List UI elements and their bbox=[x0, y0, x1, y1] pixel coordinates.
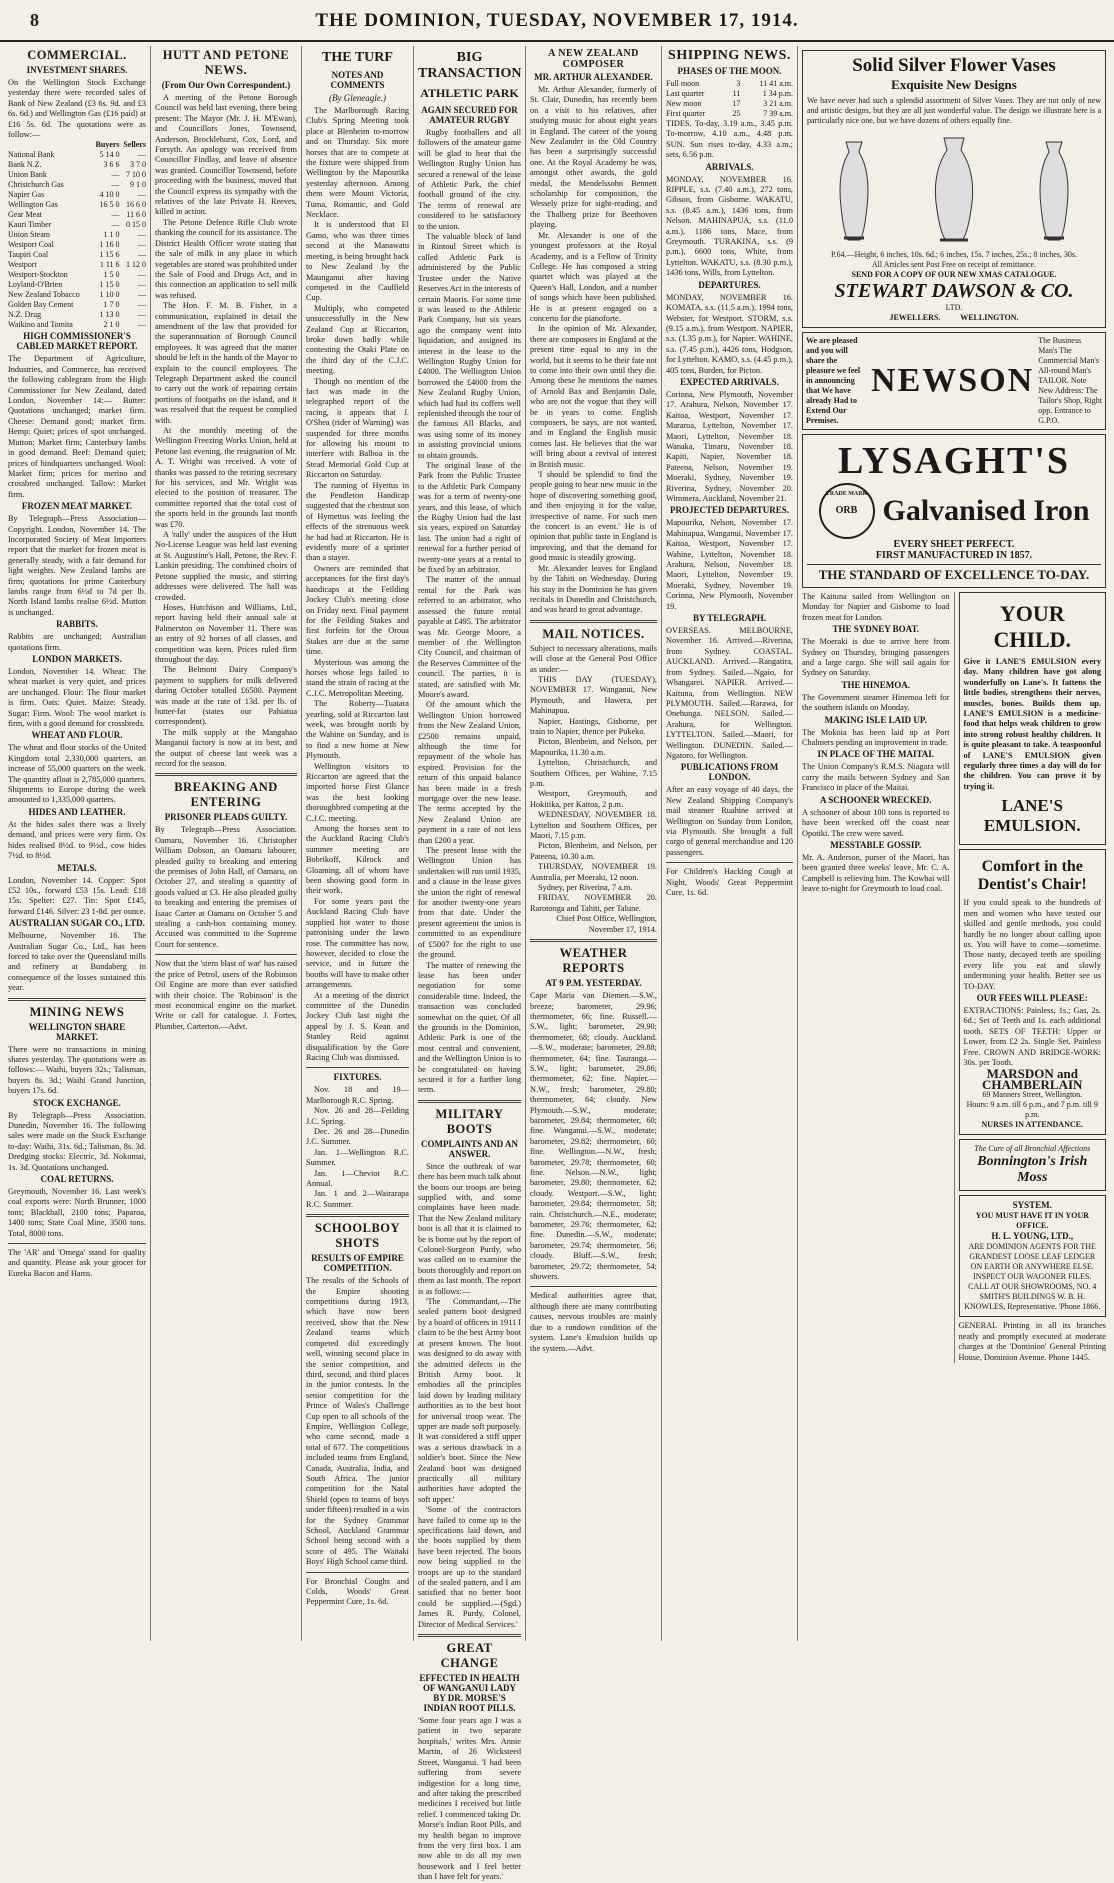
commercial-section-heading: METALS. bbox=[57, 862, 97, 873]
commercial-section-text: Melbourne, November 16. The Australian Sugar Co., Ltd., has been forced to take over the Queensland mills and refinery at Bundaberg in consequence of the losses sustained this year. bbox=[8, 931, 146, 993]
share-price: — bbox=[138, 150, 146, 160]
turf-byline: (By Gleneagle.) bbox=[329, 93, 386, 103]
column-hutt bbox=[151, 46, 302, 1641]
mining-text: There were no transactions in mining shares yesterday. The quotations were as follows:— Waihi, buyers 32s.; Talisman, buyers 8s. 3d.; Waihi Grand Junction, buyers 17s. 6d. bbox=[8, 1044, 146, 1096]
moon-heading: PHASES OF THE MOON. bbox=[677, 66, 782, 76]
share-price: — bbox=[111, 180, 120, 190]
hutt-paragraph: At the monthly meeting of the Wellington Freezing Works Union, held at Petone last evening, the resignation of Mr. A. T. Wright was received. A vote of thanks was passed to the retiring secretary for his services, and Mr. Wright was elected to the position of treasurer. The committee reported that the total cost of the sports held in the grounds last month was £70. bbox=[155, 426, 297, 529]
newspaper-title: THE DOMINION, TUESDAY, NOVEMBER 17, 1914. bbox=[315, 10, 799, 31]
share-name: Taupiri Coal bbox=[8, 250, 49, 260]
share-row bbox=[8, 150, 146, 160]
turf-paragraph: At a meeting of the district committee of the Dunedin Jockey Club last night the appeal by J. S. Kean and Stanley Reid against disqualification by the Gore Racing Club was dismissed. bbox=[306, 990, 409, 1062]
mail-item: FRIDAY, NOVEMBER 20. Rarotonga and Tahiti, per Talune. bbox=[530, 893, 657, 913]
share-price: — bbox=[111, 220, 120, 230]
commercial-section-text: Rabbits are unchanged; Australian quotations firm. bbox=[8, 632, 146, 652]
share-price: 1 1 0 bbox=[103, 230, 120, 240]
share-price: 1 16 0 bbox=[99, 240, 120, 250]
commercial-heading: COMMERCIAL. bbox=[27, 48, 127, 62]
share-name: Wellington Gas bbox=[8, 200, 58, 210]
moon-cell: Full moon bbox=[666, 79, 700, 88]
stock-heading: STOCK EXCHANGE. bbox=[33, 1097, 121, 1108]
share-row bbox=[8, 290, 146, 300]
printing-ad: GENERAL Printing in all its branches neatly and promptly executed at moderate charges at the 'Dominion' General Printing House, Dominion Avenue. Phone 1445. bbox=[958, 1321, 1106, 1362]
share-price: 16 5 0 bbox=[99, 200, 120, 210]
share-price: — bbox=[111, 170, 120, 180]
share-price: 4 10 0 bbox=[99, 190, 120, 200]
share-price: — bbox=[138, 230, 146, 240]
composer-paragraph: Mr. Alexander is one of the youngest professors at the Royal Academy, and is a Fellow of Trinity College. He has composed a string quartet which was played at the Queen's Hall, London, and a number of songs which have been published. He is at present engaged on a concerto for the pianoforte. bbox=[530, 230, 657, 323]
column-commercial bbox=[4, 46, 151, 1641]
silver-vases-prices: P.64.—Height, 6 inches, 10s. 6d.; 6 inches, 15s. 7 inches, 25s.; 8 inches, 30s. bbox=[831, 250, 1077, 259]
fixture-item: Nov. 26 and 28—Feilding J.C. Spring. bbox=[306, 1106, 409, 1126]
share-table bbox=[8, 140, 146, 330]
commercial-footer: The 'AR' and 'Omega' stand for quality and quantity. Please ask your grocer for Eureka Bacon and Hams. bbox=[8, 1248, 146, 1278]
moss-name: Bonnington's Irish Moss bbox=[977, 1154, 1088, 1186]
share-row bbox=[8, 200, 146, 210]
schoolboy-subheading: RESULTS OF EMPIRE COMPETITION. bbox=[311, 1253, 404, 1274]
newson-left-text: We are pleased and you will share the pleasure we feel in announcing that We have already Had to Extend Our Premises. bbox=[806, 336, 861, 425]
mail-item: Sydney, per Riverina, 7 a.m. bbox=[538, 883, 633, 893]
mail-item: Napier, Hastings, Gisborne, per train to Napier, thence per Pukeko. bbox=[530, 716, 657, 736]
mining-heading: MINING NEWS bbox=[29, 1004, 125, 1019]
hutt-subheading: (From Our Own Correspondent.) bbox=[161, 80, 291, 90]
messtable-text: Mr. A. Anderson, purser of the Maori, has been granted three weeks' leave. Mr. C. A. Campbell is relieving him. The Kowhai will leave to-night for Greymouth to load coal. bbox=[802, 852, 950, 894]
fees-text: EXTRACTIONS: Painless, 1s.; Gas, 2s. 6d.; Set of Teeth and 1s. each additional tooth. SETS OF TEETH: Upper or Lower, from £2 2s. Single Set. Painless Free. CROWN AND BRIDGE-WORK: 30s. per Tooth. bbox=[963, 1005, 1101, 1067]
share-row bbox=[8, 260, 146, 270]
share-price: — bbox=[138, 320, 146, 330]
orb-label: ORB bbox=[835, 505, 858, 516]
share-price: 1 15 6 bbox=[99, 250, 120, 260]
athletic-park-paragraph: The matter of the annual rental for the Park was referred to an arbitrator, who assessed the future rental payable at £495. The arbitrator was Mr. George Moore, a member of the Wellington City Council, and chairman of the Reserves Committee of the council. The parties, it is stated, are satisfied with Mr. Moore's award. bbox=[418, 575, 521, 699]
share-row bbox=[8, 170, 146, 180]
share-price: — bbox=[138, 250, 146, 260]
composer-paragraph: 'I should be splendid to find the people going to hear new music in the hope of discovering something good, and then enjoying it for the value, irrespective of name. For such men the concert is an event.' He is of opinion that public taste in England is improving, and that the demand for good music is steadily growing. bbox=[530, 470, 657, 563]
breaking-text: By Telegraph—Press Association. Oamaru, November 16. Christopher William Dobson, an Oamaru labourer, pleaded guilty to breaking and entering the premises of John Hall, of Oamaru, on October 27, and stealing a quantity of goods valued at £3. He also pleaded guilty to breaking and entering the premises of Isaac Carter at Oamaru on October 5 and stealing a cash-box containing money. Accused was committed to the Supreme Court for sentence. bbox=[155, 825, 297, 949]
first-manufactured: FIRST MANUFACTURED IN 1857. bbox=[875, 550, 1033, 561]
hutt-heading: HUTT AND PETONE NEWS. bbox=[162, 48, 290, 77]
your-child-heading: YOUR CHILD. bbox=[993, 601, 1072, 652]
fees-heading: OUR FEES WILL PLEASE: bbox=[976, 992, 1088, 1003]
mail-item: Westport, Greymouth, and Hokitika, per Kaitoa, 2 p.m. bbox=[530, 789, 657, 809]
hutt-paragraph: Hoses, Hutchison and Williams, Ltd., report having held their annual sale at Palmerston on November 11. There was an entry of 92 horses of all classes, and competition was keen. Prices ruled firm throughout the day. bbox=[155, 602, 297, 664]
commercial-section-text: At the hides sales there was a lively demand, and prices were very firm. Ox hides realised 8½d. to 9½d., cow hides 7½d. to 8½d. bbox=[8, 819, 146, 861]
composer-heading: A NEW ZEALAND COMPOSER bbox=[548, 48, 639, 70]
mail-intro: Subject to necessary alterations, mails will close at the General Post Office as under:— bbox=[530, 643, 657, 674]
great-change-subheading: EFFECTED IN HEALTH OF WANGANUI LADY BY DR. MORSE'S INDIAN ROOT PILLS. bbox=[419, 1673, 520, 1714]
share-row bbox=[8, 280, 146, 290]
turf-paragraph: Among the horses sent to the Auckland Racing Club's summer meeting are Bobrikoff, Kilrock and Gloaming, all of whom have been showing good form in their work. bbox=[306, 824, 409, 896]
arrivals-text: MONDAY, NOVEMBER 16. RIPPLE, s.s. (7.40 a.m.), 272 tons, Gibson, from Gisborne. WAKATU, s.s. (8.45 a.m.), 1436 tons, from Nelson. MAHINAPUA, s.s. (11.0 a.m.), 1186 tons, Mace, from Greymouth. TURAKINA, s.s. (9 p.m.), 6600 tons, White, from Lyttelton. WAKATU, s.s. (8.30 p.m.), 1436 tons, Wills, from Lyttelton. bbox=[666, 174, 793, 278]
hutt-paragraph: A 'rally' under the auspices of the Hutt No-License League was held last evening at St. Augustine's Hall, Petone, the Rev. F. Lankin presiding. The combined choirs of Petone supplied the music, and stirring addresses were delivered. The hall was crowded. bbox=[155, 530, 297, 602]
young-name: H. L. YOUNG, LTD., bbox=[991, 1231, 1074, 1242]
weather-text: Cape Maria van Diemen.—S.W., breeze; barometer, 29.96; thermometer, 66; fine. Russell.—S.W., light; barometer, 29.90; thermometer, 68; cloudy. Auckland.—S.W., moderate; barometer, 29.88; thermometer, 64; fine. Tauranga.—S.W., light; barometer, 29.86; thermometer, 62; fine. Napier.—N.W., fresh; barometer, 29.80; thermometer, 64; cloudy. New Plymouth.—S.W., moderate; barometer, 29.84; thermometer, 60; fine. Wanganui.—S.W., moderate; barometer, 29.82; thermometer, 60; fine. Wellington.—N.W., fresh; barometer, 29.78; thermometer, 60; fine. Nelson.—N.W., light; barometer, 29.80; thermometer, 62; cloudy. Westport.—S.W., light; barometer, 29.84; thermometer, 58; rain. Christchurch.—N.E., moderate; barometer, 29.76; thermometer, 62; fine. Dunedin.—S.W., moderate; barometer, 29.74; thermometer, 56; cloudy. Bluff.—S.W., fresh; barometer, 29.72; thermometer, 54; showers. bbox=[530, 991, 657, 1282]
share-row bbox=[8, 220, 146, 230]
moon-cell: 3 21 a.m. bbox=[763, 99, 793, 108]
share-price: 11 6 0 bbox=[126, 210, 146, 220]
hutt-paragraph: The Hon. F. M. B. Fisher, in a communication, explained in detail the amendment of the law that provided for the superannuation of Borough Council employees. It was agreed that the matter should be left in the hands of the Mayor to explain to the council employees. The Telegraph Department asked the council to carry out the work of repairing certain portions of footpaths on the island, and it was resolved that the request be complied with. bbox=[155, 301, 297, 425]
stewart-dawson-line: JEWELLERS. WELLINGTON. bbox=[889, 313, 1019, 322]
share-table-header: Sellers bbox=[123, 140, 146, 150]
column-shipping bbox=[662, 46, 798, 1641]
column-turf bbox=[302, 46, 414, 1641]
silver-vases-catalogue: SEND FOR A COPY OF OUR NEW XMAS CATALOGUE. bbox=[851, 270, 1057, 279]
military-paragraph: 'The Commandant,—The sealed pattern boot designed by a board of officers in 1911 I claim to be the best Army boot at present known. The boot was designed to do away with the admitted defects in the British Army boot. It embodies all the principles laid down by leading military authorities as to the best boot for universal troop wear. The upper are made soft purposely. It was considered a stiff upper was a serious drawback in a soldier's boot. Since the New Zealand boot was designed practically all military authorities have adopted the soft upper.' bbox=[418, 1297, 521, 1504]
sydney-text: The Moeraki is due to arrive here from Sydney on Thursday, bringing passengers and a large cargo. She will sail again for Sydney on Saturday. bbox=[802, 637, 950, 678]
column-composer bbox=[526, 46, 662, 1641]
share-price: 1 15 0 bbox=[99, 280, 120, 290]
london-text: After an easy voyage of 40 days, the New Zealand Shipping Company's mail steamer Ruahine arrived at Wellington on Sunday from London, via Plymouth. She brought a full cargo of general merchandise and 120 passengers. bbox=[666, 785, 793, 857]
share-row bbox=[8, 250, 146, 260]
great-change-heading: GREAT CHANGE bbox=[440, 1641, 499, 1671]
share-price: 3 7 0 bbox=[130, 160, 146, 170]
marsdon-address: 69 Manners Street, Wellington. bbox=[982, 1090, 1083, 1100]
share-name: Kauri Timber bbox=[8, 220, 52, 230]
moon-cell: 11 bbox=[732, 89, 741, 98]
fixture-item: Nov. 18 and 19—Marlborough R.C. Spring. bbox=[306, 1085, 409, 1105]
share-name: Westport Coal bbox=[8, 240, 54, 250]
telegraph-heading: BY TELEGRAPH. bbox=[692, 613, 766, 624]
weather-heading: WEATHER REPORTS bbox=[559, 946, 628, 976]
turf-paragraph: For some years past the Auckland Racing Club have supplied hot water to those patronising under the lawn rose. The committee has now, however, decided to close the service, and in future the booths will have to make other arrangements. bbox=[306, 896, 409, 990]
mining-subheading: WELLINGTON SHARE MARKET. bbox=[28, 1021, 126, 1042]
marsdon-nurses: NURSES IN ATTENDANCE. bbox=[981, 1120, 1083, 1130]
fixture-item: Jan. 1—Wellington R.C. Summer. bbox=[306, 1147, 409, 1168]
share-row bbox=[8, 160, 146, 170]
hutt-paragraph: A meeting of the Petone Borough Council was held last evening, there being present: The Mayor (Mr. J. H. M'Ewan), and Councillors Jones, Townsend, Anderson, Brocklehurst, Cox, Lord, and Forsyth. An apology was received from Councillor Findlay, and leave of absence was granted. Councillor Townsend, before proceeding with the business, moved that the Council express its sympathy with the relatives of the late Private H. Reeves, killed in action. bbox=[155, 93, 297, 217]
moon-cell: Last quarter bbox=[666, 89, 705, 98]
share-table-header: Buyers bbox=[95, 140, 120, 150]
ads-left-text: The Kaituna sailed from Wellington on Monday for Napier and Gisborne to load frozen meat for London. bbox=[802, 592, 950, 622]
moon-cell: New moon bbox=[666, 99, 702, 108]
vase-icon bbox=[1024, 136, 1084, 244]
military-subheading: COMPLAINTS AND AN ANSWER. bbox=[420, 1138, 518, 1159]
vase-illustrations bbox=[807, 132, 1101, 244]
every-sheet: EVERY SHEET PERFECT. bbox=[893, 539, 1015, 550]
hinemoa-text: The Government steamer Hinemoa left for the southern islands on Monday. bbox=[802, 692, 950, 713]
commercial-section-heading: HIGH COMMISSIONER'S CABLED MARKET REPORT. bbox=[16, 331, 138, 352]
lanes-emulsion-ad bbox=[959, 592, 1107, 845]
share-price: 1 5 0 bbox=[103, 270, 120, 280]
turf-paragraph: Wellington visitors to Riccarton are agreed that the imported horse First Glance was the best looking thoroughbred competing at the C.J.C. meeting. bbox=[306, 761, 409, 823]
commercial-section-heading: FROZEN MEAT MARKET. bbox=[21, 501, 133, 512]
composer-paragraph: In the opinion of Mr. Alexander, there are composers in England at the present time equal to any in the world, but it seems to be their fate not to come into their own until they die. Among these he mentions the names of Arnold Bax and Benjamin Dale, who are not the vogue that they will be in years to come. English composers, he says, are not wanted, and in England the English music comes last. He believes that the war will bring about a revival of interest in British music. bbox=[530, 324, 657, 469]
share-row bbox=[8, 270, 146, 280]
investment-heading: INVESTMENT SHARES. bbox=[26, 65, 128, 75]
turf-paragraph: It is understood that El Gamo, who was three times second at the Manawatu meeting, is being brought back to New Zealand by the Maunganui after having competed in the Caulfield Cup. bbox=[306, 220, 409, 303]
share-row bbox=[8, 190, 146, 200]
commercial-section-heading: RABBITS. bbox=[56, 619, 98, 630]
mail-item: THURSDAY, NOVEMBER 19. Australia, per Moeraki, 12 noon. bbox=[530, 862, 657, 882]
silver-vases-text: We have never had such a splendid assortment of Silver Vases. They are not only of new and artistic designs, but they are all just wonderful value. The design we illustrate here is a particularly nice one, but we have dozens of others equally fine. bbox=[807, 96, 1101, 125]
share-row bbox=[8, 320, 146, 330]
marsdon-hours: Hours: 9 a.m. till 6 p.m., and 7 p.m. till 9 p.m. bbox=[966, 1100, 1098, 1120]
mokoia-text: The Mokoia has been laid up at Port Chalmers pending an improvement in trade. bbox=[802, 727, 950, 748]
commercial-section-text: The Department of Agriculture, Industries, and Commerce, has received the following cablegram from the High Commissioner for New Zealand, dated London, November 14:— Butter: Quotations unchanged; market firm. Cheese: Demand good; market firm. Hemp: Quiet; prices of spot unchanged. Mutton: Market firm; Canterbury lambs in good demand. Beef: Demand quiet; prices of hindquarters unchanged. Wool: Market firm; prices for merino and crossbred unchanged. Tallow: Market firm. bbox=[8, 354, 146, 499]
young-text: ARE DOMINION AGENTS FOR THE GRANDEST LOOSE LEAF LEDGER ON EARTH OR ANYWHERE ELSE. INSPECT OUR WAGONER FILES. CALL AT OUR SHOWROOMS, NO. 4 SMITH'S BUILDINGS W. B. H. KNOWLES, Representative. 'Phone 1866. bbox=[964, 1242, 1101, 1312]
projected-heading: PROJECTED DEPARTURES. bbox=[669, 505, 790, 516]
commercial-section-heading: HIDES AND LEATHER. bbox=[28, 806, 126, 817]
newson-name: NEWSON bbox=[871, 362, 1035, 399]
share-price: — bbox=[138, 300, 146, 310]
moon-row bbox=[666, 79, 793, 89]
share-table-header bbox=[8, 140, 92, 150]
share-name: National Bank bbox=[8, 150, 55, 160]
coal-text: Greymouth, November 16. Last week's coal exports were: North Brunner, 1000 tons; Blackball, 2100 tons; Paparoa, 1400 tons; State Coal Mine, 3500 tons. Total, 8000 tons. bbox=[8, 1187, 146, 1238]
column-advertisements bbox=[798, 46, 1110, 1641]
mail-heading: MAIL NOTICES. bbox=[542, 626, 645, 641]
share-row bbox=[8, 240, 146, 250]
stock-text: By Telegraph—Press Association. Dunedin, November 16. The following sales were made on the Stock Exchange to-day: Waihi, 31s. 6d.; Talisman, 8s. 3d. Dredging stocks: Electric, 3d. Nokomai, 1s. 3d. Quotations unchanged. bbox=[8, 1110, 146, 1172]
irish-moss-ad bbox=[959, 1139, 1107, 1191]
vase-icon bbox=[824, 136, 884, 244]
fixture-item: Dec. 26 and 28—Dunedin J.C. Summer. bbox=[306, 1127, 409, 1147]
silver-vases-title: Solid Silver Flower Vases bbox=[852, 55, 1056, 76]
mail-item: THIS DAY (TUESDAY), NOVEMBER 17. Wanganui, New Plymouth, and Hawera, per Mahinapua. bbox=[530, 674, 657, 716]
share-name: Union Steam bbox=[8, 230, 50, 240]
share-row bbox=[8, 180, 146, 190]
vase-icon bbox=[918, 134, 990, 244]
share-row bbox=[8, 230, 146, 240]
page-number: 8 bbox=[30, 10, 39, 30]
expected-heading: EXPECTED ARRIVALS. bbox=[680, 376, 779, 387]
london-heading: PUBLICATIONS FROM LONDON. bbox=[680, 762, 779, 783]
moon-row bbox=[666, 89, 793, 99]
breaking-heading: BREAKING AND ENTERING bbox=[174, 780, 278, 810]
schooner-text: A schooner of about 100 tons is reported to have been wrecked off the coast near Opotiki. The crew were saved. bbox=[802, 807, 950, 838]
moon-cell: 17 bbox=[732, 99, 741, 108]
athletic-park-heading: ATHLETIC PARK bbox=[420, 86, 519, 100]
mail-item: Lyttelton, Christchurch, and Southern Offices, per Wahine, 7.15 p.m. bbox=[530, 758, 657, 788]
commercial-section-heading: LONDON MARKETS. bbox=[32, 654, 122, 664]
mail-item: Picton, Blenheim, and Nelson, per Mapourika, 11.30 a.m. bbox=[530, 737, 657, 757]
composer-paragraph: Mr. Alexander leaves for England by the Tahiti on Wednesday. During his stay in the Dominion he has given recitals in Dunedin and Christchurch, and was heard to great advantage. bbox=[530, 563, 657, 615]
hutt-paragraph: The milk supply at the Mangahao Manganui factory is now at its best, and the output of cheese last week was a record for the season. bbox=[155, 727, 297, 768]
young-ledger-ad bbox=[959, 1195, 1107, 1317]
share-price: 0 15 0 bbox=[126, 220, 146, 230]
share-price: 3 6 6 bbox=[103, 160, 120, 170]
silver-vases-post: All Articles sent Post Free on receipt of remittance. bbox=[871, 260, 1037, 269]
turf-paragraph: Mysterious was among the horses whose legs failed to stand the strain of racing at the C.J.C. Metropolitan Meeting. bbox=[306, 657, 409, 698]
expected-text: Corinna, New Plymouth, November 17. Arahura, Nelson, November 17. Kaitoa, Westport, November 17. Mararoa, Lyttelton, November 17. Maori, Lyttelton, November 18. Wanaka, Timaru, November 18. Kapiti, Napier, November 18. Pateena, Nelson, November 19. Moeraki, Sydney, November 19. Riverina, Sydney, November 20. Wimmera, Auckland, November 21. bbox=[666, 389, 793, 503]
schoolboy-text: The results of the Schools of the Empire shooting competitions during 1913, which have now been received, show that the New Zealand teams which competed did exceedingly well, winning second place in the senior competition, and third, second, and third places in the junior contests. In the senior competition for the Prince of Wales's Challenge Cup open to all schools of the Empire, Wellington College, who came second, made a total of 677. The competitions included teams from England, Canada, Australia, India, and South Africa. The junior competition for the Natal Shield (open to teams of boys under fifteen) resulted in a win for the Sydney Grammar School, Auckland Grammar School being second with a score of 495. The Waitaki Boys' High School came third. bbox=[306, 1276, 409, 1567]
hutt-ad: Now that the 'stern blast of war' has raised the price of Petrol, users of the Robinson Oil Engine are more than ever satisfied with their choice. The 'Robinson' is the most economical engine on the market. Write or call for catalogue. J. Fortes, Plumber, Carterton.—Advt. bbox=[155, 959, 297, 1031]
system-text: YOU MUST HAVE IT IN YOUR OFFICE. bbox=[975, 1211, 1089, 1231]
athletic-park-paragraph: The original lease of the Park from the Public Trustee to the Athletic Park Company was for a term of twenty-one years, and this lease, of which the Rugby Union had the last six years, expired on Saturday last. The union had a right of renewal for a further period of twenty-one years at a rental to be fixed by an arbitrator. bbox=[418, 461, 521, 575]
share-price: 16 6 0 bbox=[126, 200, 146, 210]
share-price: 1 11 6 bbox=[99, 260, 120, 270]
great-change-text: 'Some four years ago I was a patient in two separate hospitals,' writes Mrs. Annie Martin, of 26 Wicksteed Street, Wanganui. 'I had been suffering from severe indigestion for a long time, and after taking the prescribed medicines I received but little relief. I commenced taking Dr. Morse's Indian Root Pills, and my health began to improve from the very first box. I am now able to do all my own housework and I feel better than I have felt for years.' bbox=[418, 1716, 521, 1882]
share-price: — bbox=[138, 280, 146, 290]
share-price: — bbox=[138, 310, 146, 320]
weather-subheading: AT 9 P.M. YESTERDAY. bbox=[545, 978, 642, 989]
system-heading: SYSTEM. bbox=[1012, 1200, 1052, 1211]
commercial-section-heading: AUSTRALIAN SUGAR CO., LTD. bbox=[9, 918, 145, 929]
turf-paragraph: Multiply, who competed unsuccessfully in the New Zealand Cup at Riccarton, broke down badly while contesting the Otaki Plate on the third day of the C.J.C. meeting. bbox=[306, 303, 409, 376]
fixture-item: Jan. 1 and 2—Wairarapa R.C. Summer. bbox=[306, 1189, 409, 1209]
schoolboy-heading: SCHOOLBOY SHOTS bbox=[314, 1221, 401, 1251]
share-row bbox=[8, 210, 146, 220]
share-name: Loyland-O'Brien bbox=[8, 280, 63, 290]
turf-paragraph: Though no mention of the fact was made in the telegraphed report of the racing, it appears that J. O'Shea (rider of Warning) was suspended for three months for allowing his mount to interfere with Balboa in the Stead Memorial Gold Cup at Riccarton on Saturday. bbox=[306, 376, 409, 480]
galvanised-iron: Galvanised Iron bbox=[882, 494, 1090, 527]
moon-table bbox=[666, 79, 793, 119]
share-price: — bbox=[138, 190, 146, 200]
departures-text: MONDAY, NOVEMBER 16. KOMATA, s.s. (11.5 a.m.), 1994 tons, Webster, for Westport. STORM, s.s. (9.15 a.m.), from Westport. NAPIER, s.s. (1.35 p.m.), for Napier. WAHINE, s.s. (7.45 p.m.), 4426 tons, Hodgson, for Lyttelton. KAMO, s.s. (4.45 p.m.), 405 tons, Burden, for Picton. bbox=[666, 292, 793, 375]
share-price: 1 13 0 bbox=[99, 310, 120, 320]
sydney-heading: THE SYDNEY BOAT. bbox=[832, 624, 920, 635]
moon-cell: 7 39 a.m. bbox=[763, 109, 793, 118]
newson-right-text: The Business Man's The Commercial Man's All-round Man's TAILOR. Note New Address: The Tailor's Shop, Right opp. Entrance to G.P.O. bbox=[1038, 336, 1102, 425]
athletic-park-paragraph: The valuable block of land in Rintoul Street which is called Athletic Park is administered by the Public Trustee under the Native Reserves Act in the interests of certain Maoris. For some time it was leased to the Athletic Park Company, but six years ago the company went into liquidation, and assigned its interest in the lease to the Wellington Rugby Union for £4000. The Wellington Union borrowed the £4000 from the New Zealand Rugby Union, which had had its coffers well replenished through the tour of the famous All Blacks, and was using some of its money in assisting provincial unions to obtain grounds. bbox=[418, 232, 521, 460]
shipping-heading: SHIPPING NEWS. bbox=[668, 48, 791, 63]
turf-paragraph: The Roberty—Tuatara yearling, sold at Riccarton last week, was brought north by the Wahine on Sunday, and is to find a new home at New Plymouth. bbox=[306, 699, 409, 761]
share-name: Waikino and Tomita bbox=[8, 320, 73, 330]
comfort-text: If you could speak to the hundreds of men and women who have tested our skilled and gentle methods, you could hardly be no longer about calling upon us. You will have to come—sometime. Those nasty, decayed teeth are spoiling every life you eat and slowly undermining your health. Better see us TO-DAY. bbox=[963, 898, 1101, 991]
share-price: 5 14 0 bbox=[99, 150, 120, 160]
coal-heading: COAL RETURNS. bbox=[40, 1174, 114, 1185]
athletic-park-paragraph: Rugby footballers and all followers of the amateur game will be glad to hear that the Wellington Rugby Union has secured a renewal of the lease of Athletic Park, the chief football ground of the city. The terms of renewal are considered to be satisfactory to the union. bbox=[418, 128, 521, 231]
fixtures-heading: FIXTURES. bbox=[333, 1072, 382, 1083]
turf-paragraph: Owners are reminded that acceptances for the first day's handicaps at the Feilding Jockey Club's meeting close on Friday next. Final payment for the Feilding Stakes and first forfeits for the Oroua Stakes are due at the same time. bbox=[306, 563, 409, 657]
commercial-section-heading: WHEAT AND FLOUR. bbox=[31, 730, 123, 741]
mail-item: Picton, Blenheim, and Nelson, per Pateena, 10.30 a.m. bbox=[530, 841, 657, 861]
turf-heading: THE TURF bbox=[322, 50, 393, 65]
moon-row bbox=[666, 109, 793, 119]
lysaght-ad bbox=[802, 434, 1106, 588]
composer-subheading: MR. ARTHUR ALEXANDER. bbox=[534, 72, 653, 82]
mokoia-heading: MAKING ISLE LAID UP. bbox=[824, 714, 927, 725]
share-price: 7 10 0 bbox=[126, 170, 146, 180]
investment-intro: On the Wellington Stock Exchange yesterday there were recorded sales of Bank of New Zealand (£3 6s. 9d. and £3 6s. 6d.) and Wellington Gas (£16 paid) at £16 5s. 6d. The quotations were as follow:— bbox=[8, 78, 146, 140]
moon-row bbox=[666, 99, 793, 109]
telegraph-text: OVERSEAS. MELBOURNE, November 16. Arrived.—Riverina, from Sydney. COASTAL. AUCKLAND. Arrived.—Rangatira, from Sydney. Sailed.—Ngaio, for Whangarei. NAPIER. Arrived.—Kaituna, from Wellington. NEW PLYMOUTH. Sailed.—Rarawa, for Onehunga. NELSON. Sailed.—Arahura, for Wellington. LYTTELTON. Sailed.—Maori, for Wellington. DUNEDIN. Sailed.—Ngatoro, for Wellington. bbox=[666, 626, 793, 760]
athletic-park-paragraph: Of the amount which the Wellington Union borrowed from the New Zealand Union, £2500 remains unpaid, although the time for repayment of the whole has expired. Provision for the return of this unpaid balance has been made in a fresh mortgage over the new lease. The terms accepted by the New Zealand Union are payment in a rate of not less than £200 a year. bbox=[418, 700, 521, 845]
departures-heading: DEPARTURES. bbox=[698, 279, 761, 290]
share-name: Westport-Stockton bbox=[8, 270, 68, 280]
turf-footer: For Bronchial Coughs and Colds, Woods' Great Peppermint Cure, 1s. 6d. bbox=[306, 1576, 409, 1607]
share-name: Union Bank bbox=[8, 170, 47, 180]
share-name: Gear Meat bbox=[8, 210, 42, 220]
standard-excellence: THE STANDARD OF EXCELLENCE TO-DAY. bbox=[807, 564, 1101, 583]
messtable-heading: MESSTABLE GOSSIP. bbox=[830, 839, 922, 850]
stewart-dawson-ltd: LTD. bbox=[945, 303, 963, 312]
military-paragraph: 'Some of the contractors have failed to come up to the specifications laid down, and the boots supplied by them have been rejected. The boots now being supplied to the troops are up to the standard of the sealed pattern, and I am satisfied that no better boot could be supplied.—(Sgd.) James R. Purdy, Colonel, Director of Medical Services.' bbox=[418, 1505, 521, 1629]
your-child-text: Give it LANE'S EMULSION every day. Many children have got along wonderfully on Lane's. It fattens the little bodies, strengthens their nerves, muscles, bones. Builds them up. LANE'S EMULSION is a medicine-food that helps weak children to grow into strong robust healthy children. It is quite pleasant to take. A teaspoonful of LANE'S EMULSION given regularly three times a day will do for the children. You can prove it by trying it. bbox=[963, 657, 1101, 791]
military-paragraph: Since the outbreak of war there has been much talk about the boots our troops are being supplied with, and some complaints have been made. That the New Zealand military boot is all that it is claimed to be is borne out by the report of Colonel-Surgeon Purdy, who was called on to examine the boots thoroughly and report on them as last month. The report is as follows:— bbox=[418, 1161, 521, 1296]
share-name: Napier Gas bbox=[8, 190, 45, 200]
hutt-paragraph: The Belmont Dairy Company's payment to suppliers for milk delivered during October totalled £6500. Payment was made at the rate of 13d. per lb. of butter-fat (states our Pahiatua correspondent). bbox=[155, 665, 297, 727]
mail-item: WEDNESDAY, NOVEMBER 18. Lyttelton and Southern Offices, per Maori, 7.15 p.m. bbox=[530, 810, 657, 841]
share-row bbox=[8, 310, 146, 320]
schooner-heading: A SCHOONER WRECKED. bbox=[819, 794, 932, 805]
composer-footer: Medical authorities agree that, although there are many contributing causes, nervous troubles are mainly due to a rundown condition of the system. Lane's Emulsion builds up the system.—Advt. bbox=[530, 1291, 657, 1353]
marsdon-name: MARSDON and CHAMBERLAIN bbox=[982, 1066, 1083, 1093]
arrivals-heading: ARRIVALS. bbox=[705, 161, 754, 172]
share-name: Christchurch Gas bbox=[8, 180, 64, 190]
share-price: 1 12 0 bbox=[126, 260, 146, 270]
commercial-section-text: London, November 14. Wheat: The wheat market is very quiet, and prices are unchanged. Flour: The flour market is firm. Oats: Quiet. Maize: Steady. Sugar: Firm. Wool: The wool market is firm, with a good demand for crossbreds. bbox=[8, 667, 146, 729]
share-price: — bbox=[138, 240, 146, 250]
silver-vases-subtitle: Exquisite New Designs bbox=[891, 77, 1017, 92]
breaking-subheading: PRISONER PLEADS GUILTY. bbox=[164, 812, 288, 823]
composer-paragraph: Mr. Arthur Alexander, formerly of St. Clair, Dunedin, has recently been on a visit to his relatives, after studying music for about eight years in England. The career of the young New Zealander in the Old Country has been a surprisingly successful one. At the Royal Academy he was, amongst other awards, the gold medal, the Mendelssohn Bennett scholarship for composition, the Wessely prize for sight-reading, and the Thalberg prize for Beethoven playing. bbox=[530, 85, 657, 230]
hutt-paragraph: The Petone Defence Rifle Club wrote thanking the council for its assistance. The District Health Officer wrote stating that the sale of milk in any place in which vegetables are stored was prohibited under the Sale of Food and Drugs Act, and in this connection an application to sell milk was refused. bbox=[155, 217, 297, 300]
share-name: Westport bbox=[8, 260, 37, 270]
moon-cell: First quarter bbox=[666, 109, 706, 118]
moon-cell: 1 34 p.m. bbox=[762, 89, 793, 98]
ouvinera-heading: IN PLACE OF THE MAITAI. bbox=[817, 749, 935, 760]
share-price: 9 1 0 bbox=[130, 180, 146, 190]
lysaght-name: LYSAGHT'S bbox=[837, 440, 1071, 482]
mail-footer: Chief Post Office, Wellington, November 17, 1914. bbox=[556, 914, 657, 934]
projected-text: Mapourika, Nelson, November 17. Mahinapua, Wanganui, November 17. Kaitoa, Westport, November 17. Wahine, Lyttelton, November 18. Arahura, Nelson, November 18. Maori, Lyttelton, November 19. Moeraki, Sydney, November 19. Corinna, New Plymouth, November 19. bbox=[666, 518, 793, 611]
military-heading: MILITARY BOOTS bbox=[435, 1106, 504, 1136]
athletic-park-subheading: AGAIN SECURED FOR AMATEUR RUGBY bbox=[421, 105, 518, 125]
commercial-section-text: London, November 14. Copper: Spot £52 10s., forward £53 15s. Lead: £18 15s. Spelter: £27. Tin: Spot £145, forward £146. Silver: 23 1-8d. per ounce. bbox=[8, 875, 146, 916]
share-name: Golden Bay Cement bbox=[8, 300, 74, 310]
big-transaction-heading: BIG TRANSACTION bbox=[418, 50, 522, 81]
ouvinera-text: The Union Company's R.M.S. Niagara will carry the mails between Sydney and San Francisco in place of the Maitai. bbox=[802, 762, 950, 793]
share-name: N.Z. Drug bbox=[8, 310, 42, 320]
share-price: 1 10 0 bbox=[99, 290, 120, 300]
turf-subheading: NOTES AND COMMENTS bbox=[330, 70, 385, 90]
lanes-emulsion-name: LANE'S EMULSION. bbox=[983, 796, 1081, 836]
share-name: New Zealand Tobacco bbox=[8, 290, 80, 300]
shipping-footer: For Children's Hacking Cough at Night, Woods' Great Peppermint Cure, 1s. 6d. bbox=[666, 867, 793, 897]
fixture-item: Jan. 1—Cheviot R.C. Annual. bbox=[306, 1168, 409, 1189]
orb-trade-mark-icon bbox=[819, 483, 875, 539]
share-price: 1 7 0 bbox=[103, 300, 120, 310]
athletic-park-paragraph: The present lease with the Wellington Union has undertaken will run until 1935, and a clause in the lease gives the union the right of renewal for another twenty-one years from that date. Under the present agreement the union is committed to an expenditure of £5007 for the right to use the ground. bbox=[418, 846, 522, 960]
moon-cell: 25 bbox=[732, 109, 741, 118]
moss-cure: The Cure of all Bronchial Affections bbox=[974, 1144, 1091, 1154]
masthead bbox=[0, 0, 1114, 42]
share-price: — bbox=[138, 270, 146, 280]
stewart-dawson-ad bbox=[802, 50, 1106, 328]
share-row bbox=[8, 300, 146, 310]
newson-ad bbox=[802, 332, 1106, 430]
trade-mark-label: TRADE MARK bbox=[825, 491, 868, 497]
commercial-section-text: The wheat and flour stocks of the United Kingdom total 2,330,000 quarters, an increase of 55,000 quarters on the week. The quantity afloat is 2,785,000 quarters. Shipments to Europe during the week amounted to 1,335,000 quarters. bbox=[8, 743, 146, 805]
turf-paragraph: The running of Hyettus in the Pendleton Handicap suggested that the chestnut son of Hymettus was feeling the effects of the strenuous week he had had at Riccarton. He is evidently more of a sprinter than a stayer. bbox=[306, 480, 409, 563]
dentist-ad bbox=[959, 849, 1107, 1135]
share-name: Bank N.Z. bbox=[8, 160, 42, 170]
share-price: 2 1 0 bbox=[103, 320, 120, 330]
commercial-section-text: By Telegraph—Press Association—Copyright. London, November 14. The Incorporated Society of Meat Importers report that the market for frozen meat is generally steady, with a fair demand for light weights. New Zealand lambs are firm; quotations for prime Canterbury lambs range from 6½d to 7d per lb. North Island lambs realise 6½d. Mutton is unchanged. bbox=[8, 514, 146, 617]
turf-paragraph: The Marlborough Racing Club's Spring Meeting took place at Blenheim to-morrow and on Thursday. Six more horses that are to compete at the fixture were shipped from Wellington by the Mapourika yesterday afternoon. Among them were Mount Victoria, Tuma, Romantic, and Gold Necklace. bbox=[306, 106, 409, 220]
comfort-heading: Comfort in the Dentist's Chair! bbox=[977, 858, 1087, 894]
column-big-transaction bbox=[414, 46, 526, 1882]
athletic-park-paragraph: The matter of renewing the lease has been under negotiation for some considerable time. Indeed, the transaction was concluded somewhat on the quiet. Of all the grounds in the Dominion, Athletic Park is one of the most central and convenient, and the Wellington Union is to be congratulated on having secured it for a further long term. bbox=[418, 960, 521, 1095]
stewart-dawson-name: STEWART DAWSON & CO. bbox=[834, 280, 1074, 302]
tide-text: TIDES. To-day, 3.19 a.m., 3.45 p.m. To-morrow, 4.10 a.m., 4.48 p.m. SUN. Sun rises to-day, 4.33 a.m.; sets, 6.56 p.m. bbox=[666, 119, 793, 160]
hinemoa-heading: THE HINEMOA. bbox=[841, 679, 910, 690]
moon-cell: 3 bbox=[736, 79, 741, 88]
share-price: — bbox=[138, 290, 146, 300]
share-price: — bbox=[111, 210, 120, 220]
moon-cell: 11 41 a.m. bbox=[759, 79, 793, 88]
